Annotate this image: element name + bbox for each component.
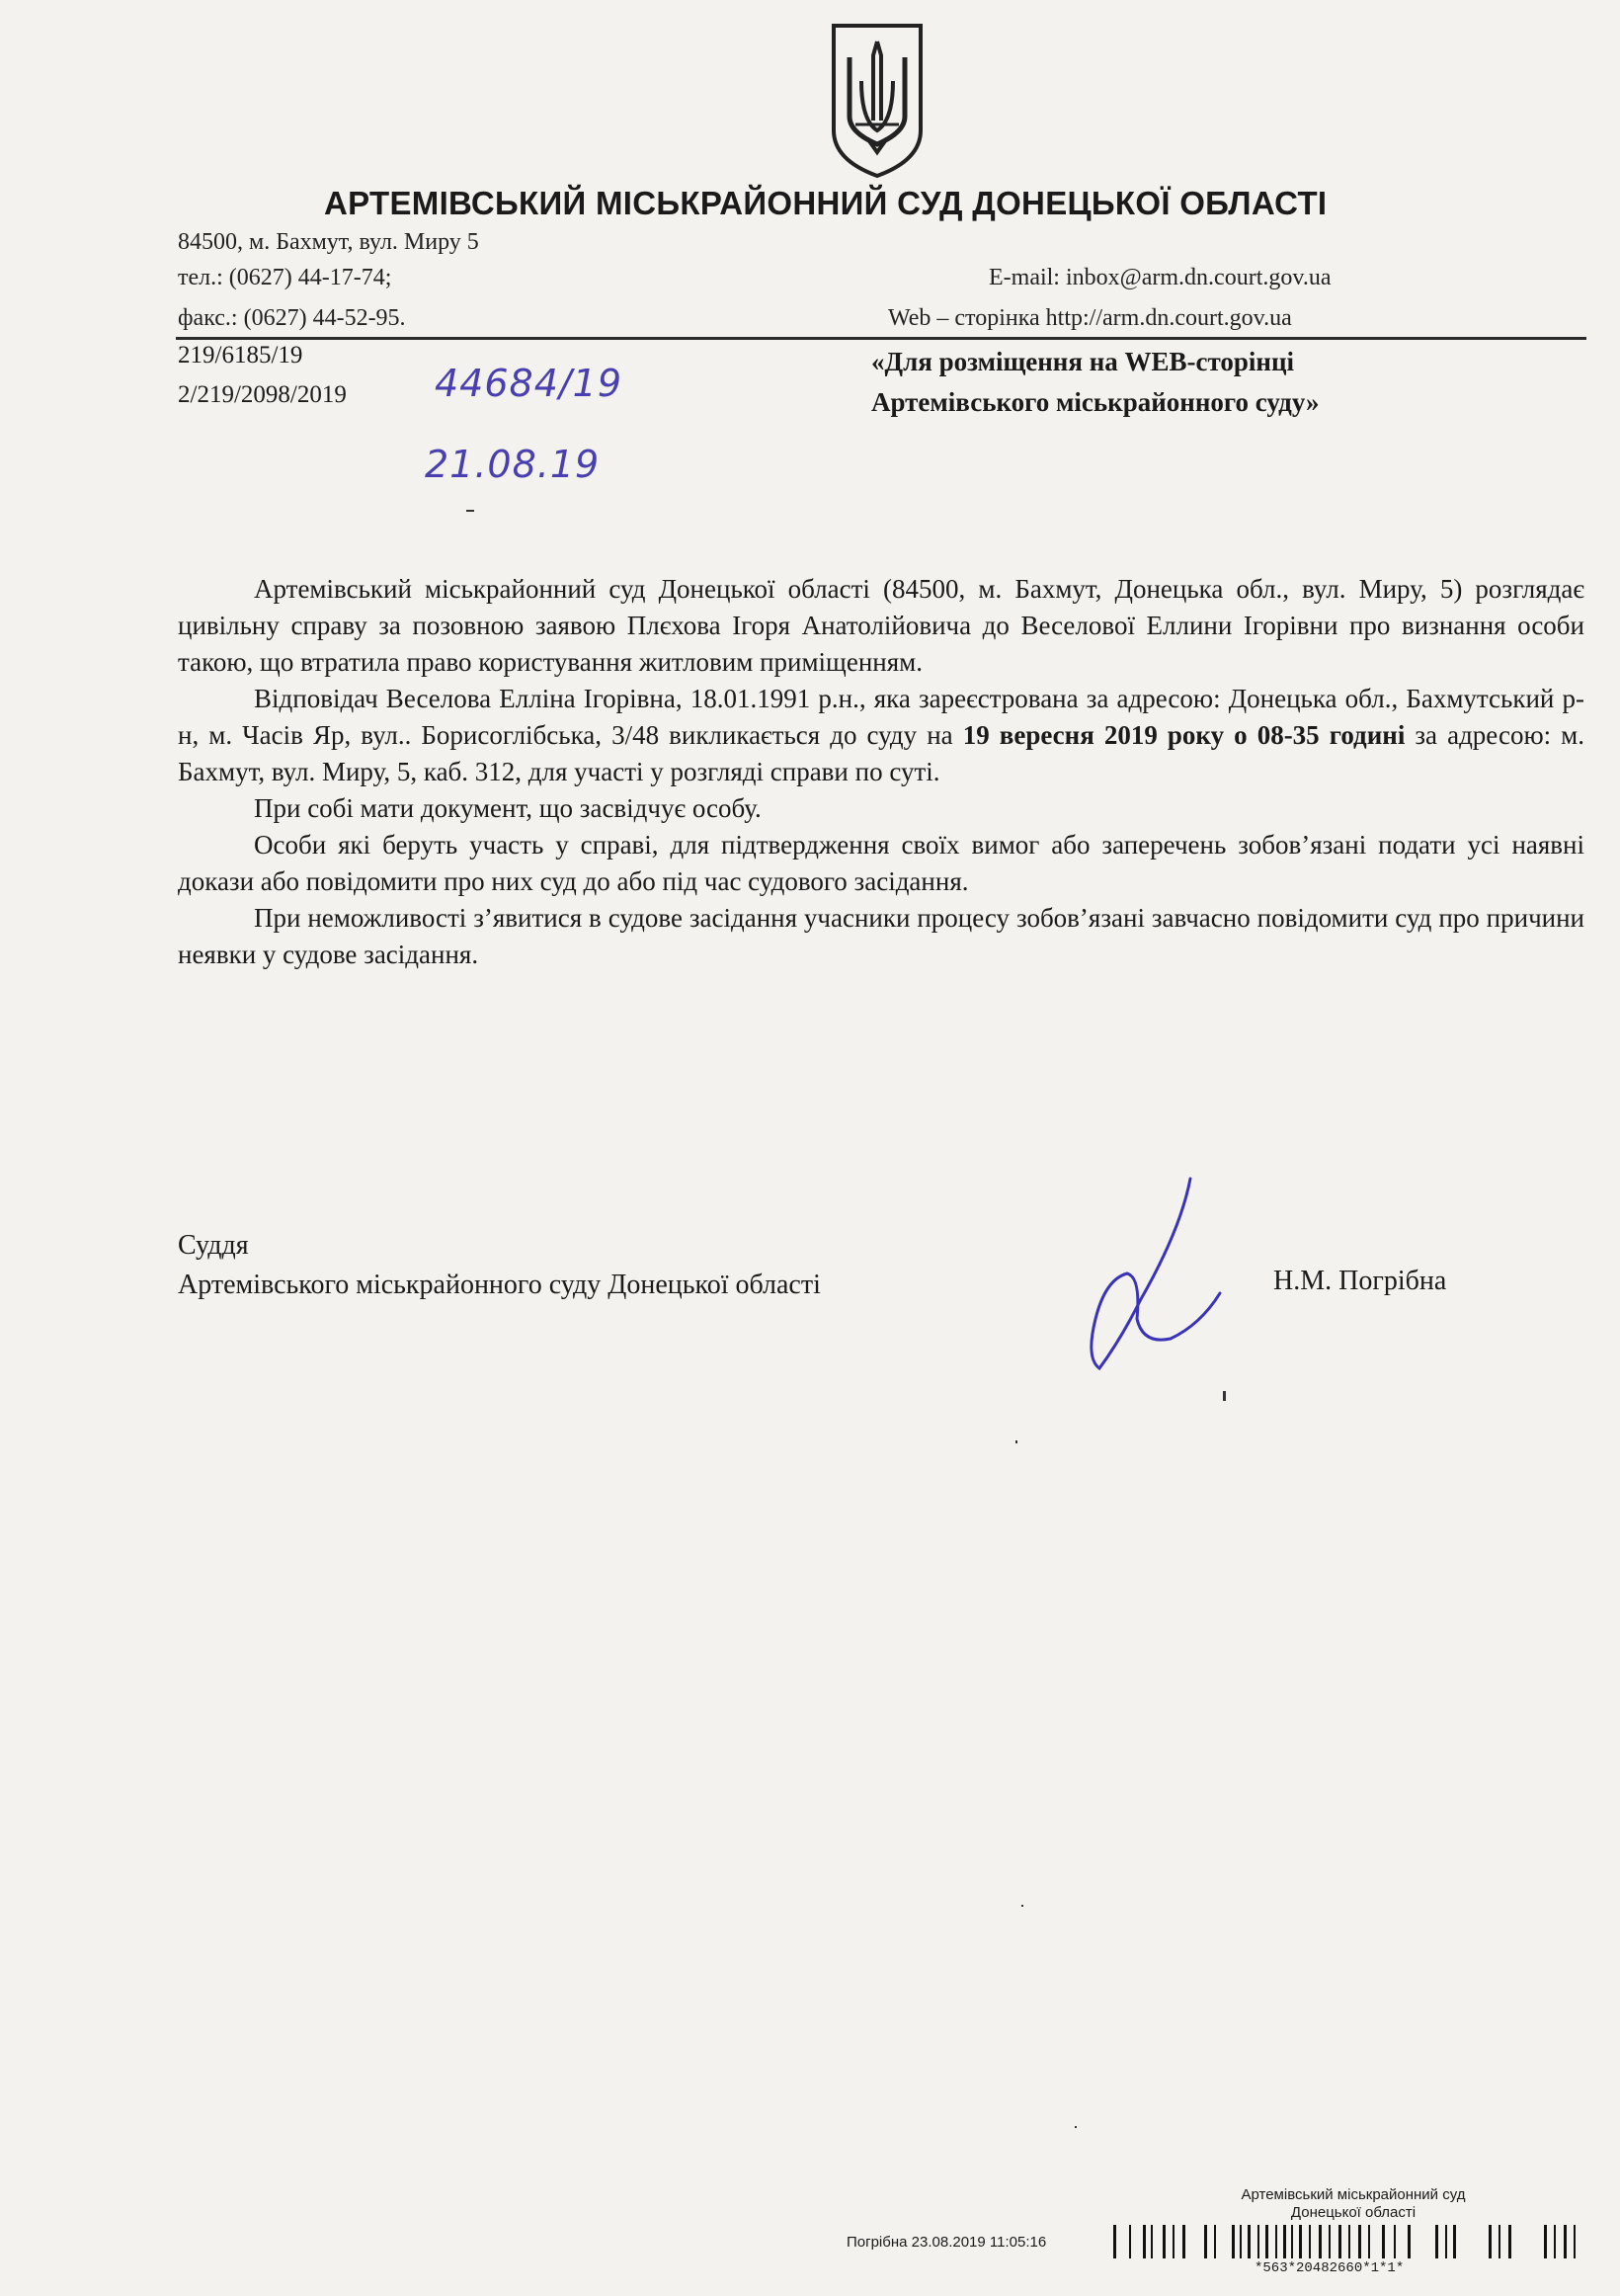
judge-title (178, 1226, 821, 1305)
paragraph-identity: При собі мати документ, що засвідчує особу. (254, 793, 762, 823)
handwritten-registration-date: 21.08.19 (425, 443, 601, 486)
scan-speck (466, 510, 474, 512)
paragraph-summons: Відповідач Веселова Елліна Ігорівна, 18.01.1991 р.н., яка зареєстрована за адресою: Донецька обл., Бахмутський р-н, м. Часів Яр, вул.. Борисоглібська, 3/48 викликається до суду на 19 вересня 2019 року о 08-35 годині за адресою: м. Бахмут, вул. Миру, 5, каб. 312, для участі у розгляді справи по суті. (178, 684, 1584, 786)
paragraph-evidence: Особи які беруть участь у справі, для підтвердження своїх вимог або заперечень зобов’язані подати усі наявні докази або повідомити про них суд до або під час судового засідання. (178, 830, 1584, 896)
court-title: АРТЕМІВСЬКИЙ МІСЬКРАЙОННИЙ СУД ДОНЕЦЬКОЇ ОБЛАСТІ (324, 185, 1328, 221)
scan-speck (1015, 1440, 1017, 1443)
scan-speck (1075, 2126, 1077, 2128)
proceeding-number: 2/219/2098/2019 (178, 381, 347, 408)
web-note-line-2: Артемівського міськрайонного суду» (871, 387, 1320, 417)
case-number: 219/6185/19 (178, 342, 303, 369)
paragraph-case: Артемівський міськрайонний суд Донецької області (84500, м. Бахмут, Донецька обл., вул. Миру, 5) розглядає цивільну справу за позовною заявою Плєхова Ігоря Анатолійовича до Веселової Еллини Ігорівни про визнання особи такою, що втратила право користування житловим приміщенням. (178, 574, 1584, 677)
judge-title-line-2: Артемівського міськрайонного суду Донецької області (178, 1270, 821, 1300)
notice-body (178, 571, 1584, 973)
web-publication-note (871, 342, 1320, 423)
judge-signature-icon (1072, 1171, 1240, 1378)
scan-speck (1021, 1905, 1023, 1907)
barcode-number: *563*20482660*1*1* (1255, 2260, 1405, 2276)
registry-stamp-court: Артемівський міськрайонний суд Донецької області (1241, 2186, 1466, 2221)
handwritten-registration-number: 44684/19 (435, 362, 623, 405)
document-barcode (1109, 2225, 1583, 2258)
trident-emblem-icon (828, 22, 927, 180)
court-address: 84500, м. Бахмут, вул. Миру 5 (178, 229, 479, 255)
hearing-date: 19 вересня 2019 року о 08-35 годині (962, 720, 1406, 750)
web-note-line-1: «Для розміщення на WEB-сторінці (871, 347, 1295, 376)
scan-speck (1223, 1391, 1226, 1401)
header-divider (176, 337, 1586, 340)
court-fax: факс.: (0627) 44-52-95. (178, 305, 406, 331)
court-email: E-mail: inbox@arm.dn.court.gov.ua (989, 265, 1332, 290)
registry-stamp-meta: Погрібна 23.08.2019 11:05:16 (847, 2234, 1047, 2251)
judge-name: Н.М. Погрібна (1273, 1266, 1447, 1296)
court-phone: тел.: (0627) 44-17-74; (178, 265, 392, 290)
judge-title-line-1: Суддя (178, 1230, 249, 1261)
court-website: Web – сторінка http://arm.dn.court.gov.ua (888, 305, 1292, 331)
paragraph-absence: При неможливості з’явитися в судове засідання учасники процесу зобов’язані завчасно повідомити суд про причини неявки у судове засідання. (178, 903, 1584, 969)
